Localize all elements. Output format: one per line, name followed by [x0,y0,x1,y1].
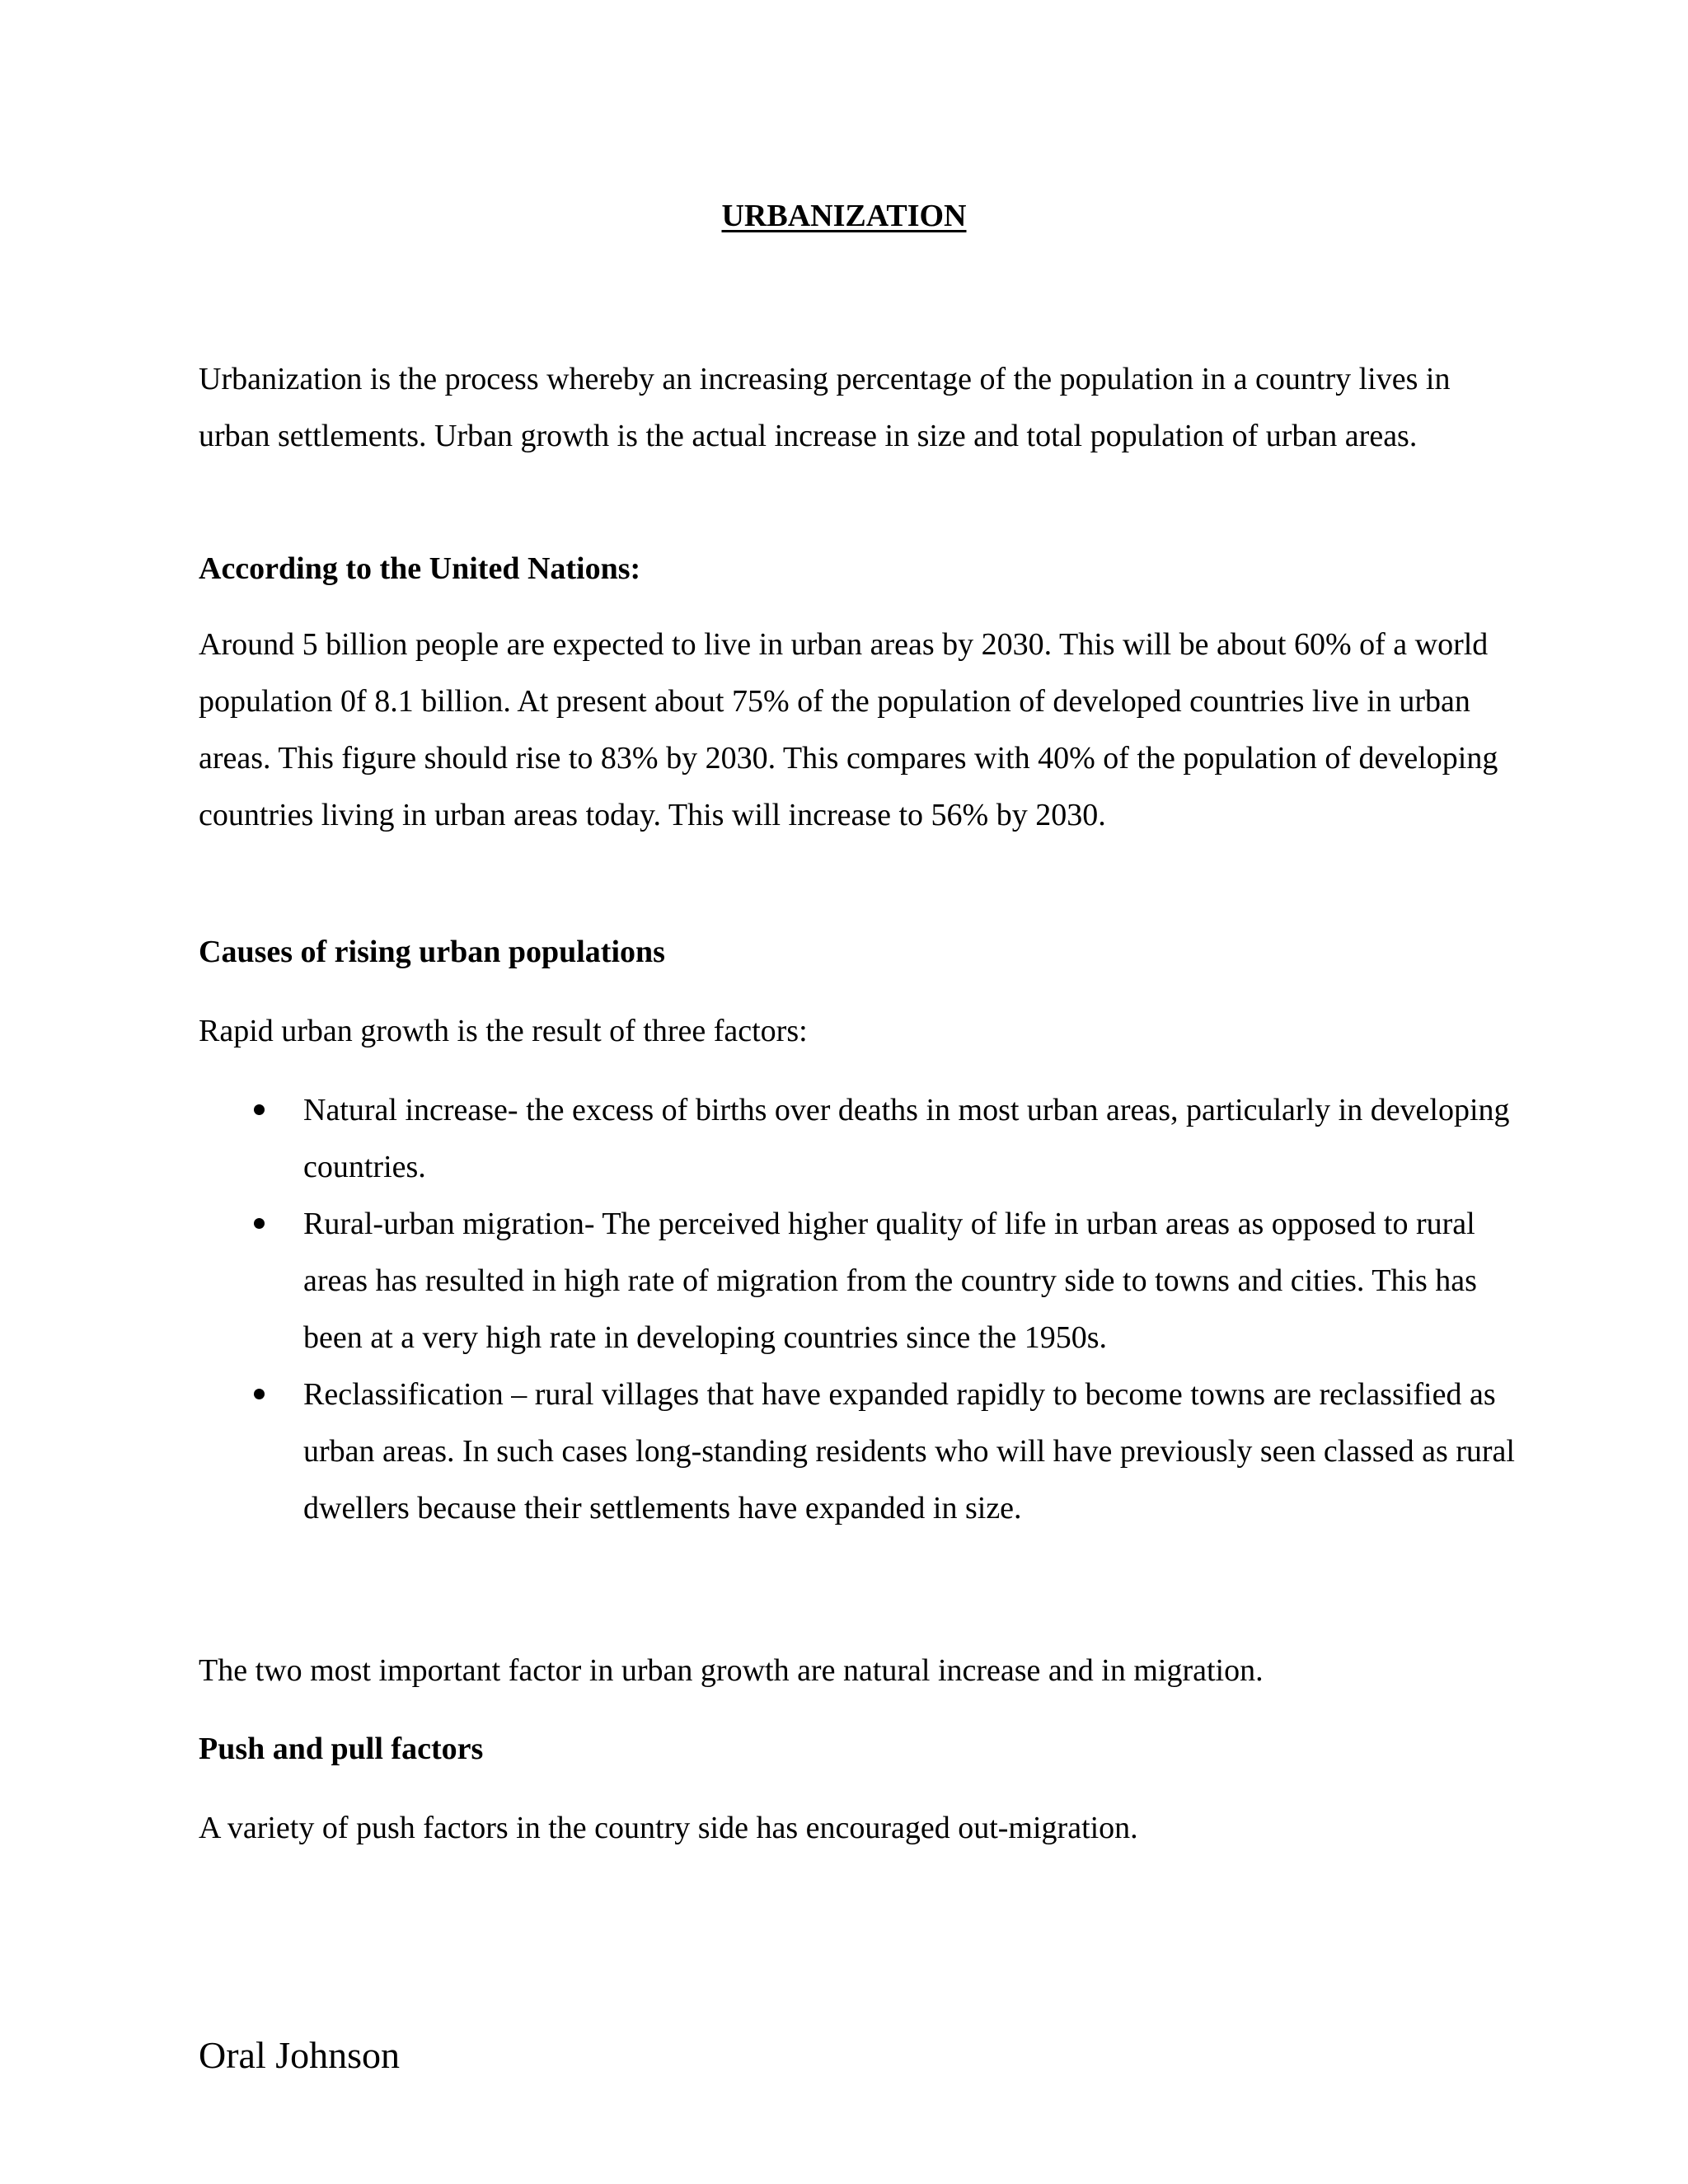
author-name: Oral Johnson [199,2034,401,2076]
summary-paragraph: The two most important factor in urban growth are natural increase and in migration. [199,1653,1264,1688]
cause-text: Rural-urban migration- The perceived higher quality of life in urban areas as opposed to rural areas has resulted in high rate of migration from the country side to towns and cities. This has been at a very high rate in developing countries since the 1950s. [303,1207,1477,1355]
intro-paragraph: Urbanization is the process whereby an increasing percentage of the population in a country lives in urban settlements. Urban growth is the actual increase in size and total population of urban areas. [199,362,1451,453]
causes-intro: Rapid urban growth is the result of three factors: [199,1014,808,1048]
list-item [199,1366,1517,1537]
list-item [199,1196,1517,1366]
document-title: URBANIZATION [721,199,967,233]
list-item [199,1082,1517,1196]
causes-heading: Causes of rising urban populations [199,935,665,969]
bullet-icon [254,1389,265,1399]
un-heading: According to the United Nations: [199,551,641,586]
push-pull-paragraph: A variety of push factors in the country side has encouraged out-migration. [199,1811,1138,1845]
cause-text: Natural increase- the excess of births over deaths in most urban areas, particularly in developing countries. [303,1093,1510,1184]
un-paragraph: Around 5 billion people are expected to live in urban areas by 2030. This will be about 60% of a world population 0f 8.1 billion. At present about 75% of the population of developed countries live in urban areas. This figure should rise to 83% by 2030. This compares with 40% of the population of developing countries living in urban areas today. This will increase to 56% by 2030. [199,627,1498,832]
bullet-icon [254,1218,265,1229]
causes-list [199,1082,1517,1537]
bullet-icon [254,1104,265,1115]
push-pull-heading: Push and pull factors [199,1732,484,1766]
cause-text: Reclassification – rural villages that have expanded rapidly to become towns are reclassified as urban areas. In such cases long-standing residents who will have previously seen classed as rural dwellers because their settlements have expanded in size. [303,1377,1515,1526]
